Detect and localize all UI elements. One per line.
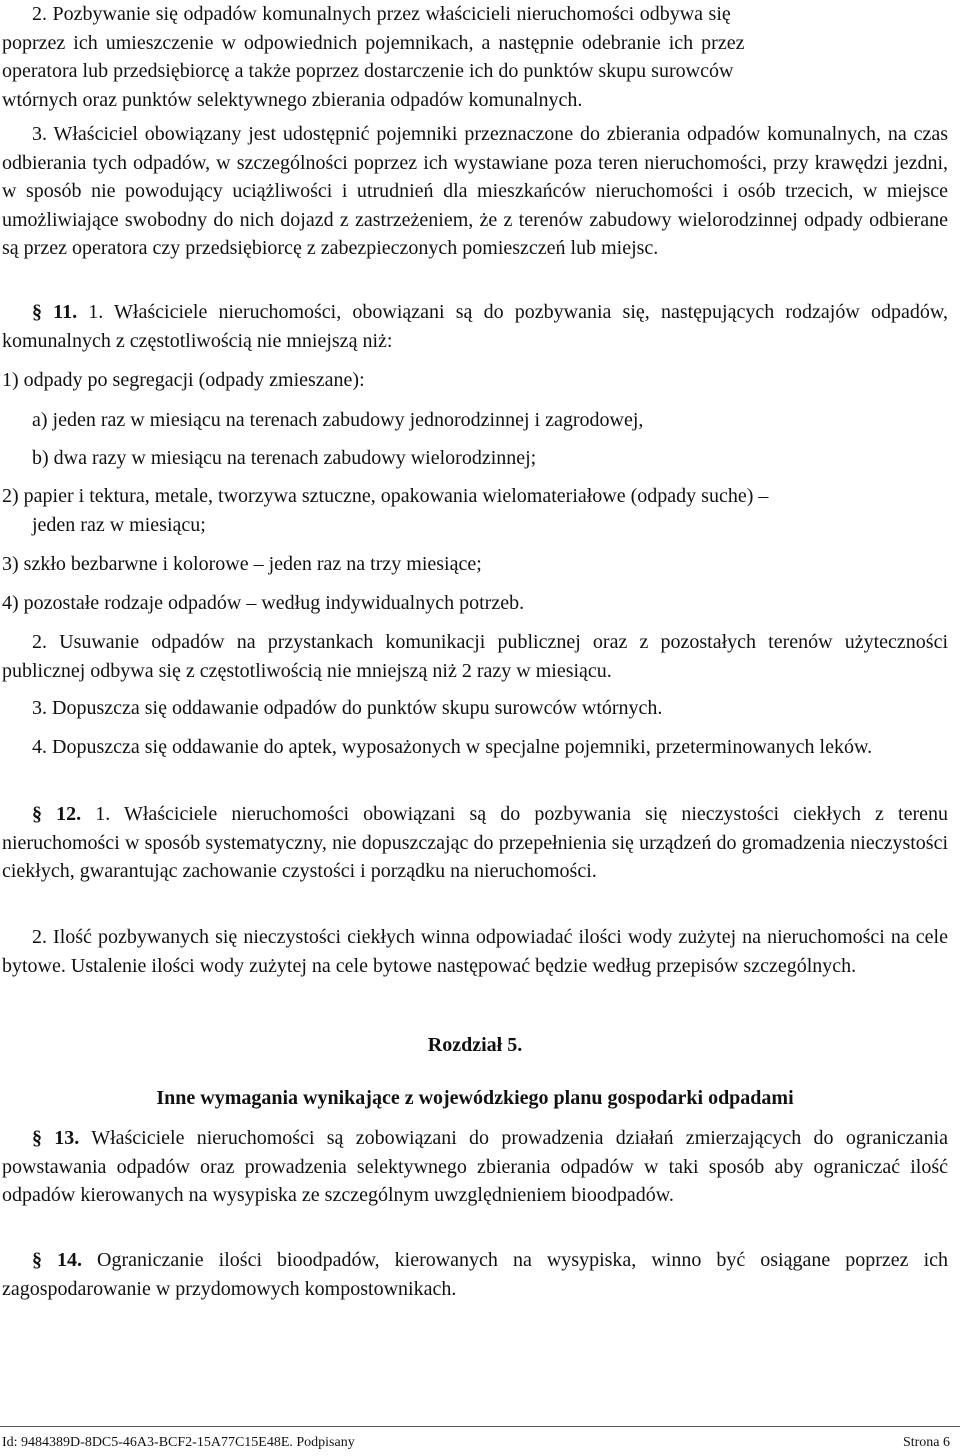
section-11-text: 1. Właściciele nieruchomości, obowiązani są do pozbywania się, następujących rodzajów odpadów, komunalnych z częstotliwością nie mniejszą niż:	[2, 301, 948, 352]
section-11-item-1b: b) dwa razy w miesiącu na terenach zabudowy wielorodzinnej;	[32, 447, 537, 469]
section-14-text: Ograniczanie ilości bioodpadów, kierowanych na wysypiska, winno być osiągane poprzez ich zagospodarowanie w przydomowych kompostownikach.	[2, 1249, 948, 1300]
section-12-text: 1. Właściciele nieruchomości obowiązani są do pozbywania się nieczystości ciekłych z terenu nieruchomości w sposób systematyczny, nie dopuszczając do przepełnienia się urządzeń do gromadzenia nieczystości ciekłych, gwarantując zachowanie czystości i porządku na nieruchomości.	[2, 803, 949, 882]
section-13-paragraph	[2, 1124, 948, 1210]
section-11-paragraph-2: 2. Usuwanie odpadów na przystankach komunikacji publicznej oraz z pozostałych terenów użyteczności publicznej odbywa się z częstotliwością nie mniejszą niż 2 razy w miesiącu.	[2, 631, 948, 682]
section-11-item-1a: a) jeden raz w miesiącu na terenach zabudowy jednorodzinnej i zagrodowej,	[32, 409, 644, 431]
chapter-title: Rozdział 5.	[427, 1034, 523, 1056]
section-14-number: § 14.	[32, 1249, 83, 1271]
section-11-paragraph-4: 4. Dopuszcza się oddawanie do aptek, wyposażonych w specjalne pojemniki, przeterminowanych leków.	[32, 736, 873, 758]
section-13-text: Właściciele nieruchomości są zobowiązani do prowadzenia działań zmierzających do ograniczania powstawania odpadów oraz prowadzenia selektywnego zbierania odpadów w taki sposób aby ograniczać ilość odpadów kierowanych na wysypiska ze szczególnym uwzględnieniem bioodpadów.	[2, 1127, 948, 1206]
section-11-number: § 11.	[32, 301, 78, 323]
footer-document-id: Id: 9484389D-8DC5-46A3-BCF2-15A77C15E48E. Podpisany	[2, 1435, 355, 1450]
footer-divider	[0, 1426, 960, 1427]
footer-page-number: Strona 6	[902, 1435, 950, 1450]
section-11-item-4: 4) pozostałe rodzaje odpadów – według indywidualnych potrzeb.	[2, 592, 525, 614]
section-13-number: § 13.	[32, 1127, 80, 1149]
section-11-item-3: 3) szkło bezbarwne i kolorowe – jeden raz na trzy miesiące;	[2, 553, 482, 575]
item-line: jeden raz w miesiącu;	[32, 513, 206, 536]
section-11-paragraph-1	[2, 298, 948, 355]
section-14-paragraph	[2, 1246, 948, 1303]
section-11-item-2	[2, 482, 948, 539]
page-footer	[2, 1434, 950, 1452]
chapter-subtitle: Inne wymagania wynikające z wojewódzkiego planu gospodarki odpadami	[156, 1087, 794, 1109]
item-line: 2) papier i tektura, metale, tworzywa sztuczne, opakowania wielomateriałowe (odpady suche) –	[2, 485, 769, 507]
paragraph-3: 3. Właściciel obowiązany jest udostępnić pojemniki przeznaczone do zbierania odpadów komunalnych, na czas odbierania tych odpadów, w szczególności poprzez ich wystawiane poza teren nieruchomości, przy krawędzi jezdni, w sposób nie powodujący uciążliwości i utrudnień dla mieszkańców nieruchomości i osób trzecich, w miejsce umożliwiające swobodny do nich dojazd z zastrzeżeniem, że z terenów zabudowy wielorodzinnej odpady odbierane są przez operatora czy przedsiębiorcę z zabezpieczonych pomieszczeń lub miejsc.	[2, 123, 948, 259]
paragraph-line: 2. Pozbywanie się odpadów komunalnych przez właścicieli nieruchomości odbywa się	[32, 3, 731, 25]
section-12-paragraph-2: 2. Ilość pozbywanych się nieczystości ciekłych winna odpowiadać ilości wody zużytej na nieruchomości na cele bytowe. Ustalenie ilości wody zużytej na cele bytowe następować będzie według przepisów szczególnych.	[2, 926, 948, 977]
section-12-number: § 12.	[32, 803, 82, 825]
paragraph-line: wtórnych oraz punktów selektywnego zbierania odpadów komunalnych.	[2, 88, 583, 111]
section-11-item-1: 1) odpady po segregacji (odpady zmieszane):	[2, 369, 365, 391]
paragraph-2	[2, 0, 948, 114]
section-12-paragraph-1	[2, 800, 948, 886]
paragraph-line: operatora lub przedsiębiorcę a także poprzez dostarczenie ich do punktów skupu surowców	[2, 60, 734, 82]
section-11-paragraph-3: 3. Dopuszcza się oddawanie odpadów do punktów skupu surowców wtórnych.	[32, 697, 663, 719]
paragraph-line: poprzez ich umieszczenie w odpowiednich pojemnikach, a następnie odebranie ich przez	[2, 31, 745, 54]
